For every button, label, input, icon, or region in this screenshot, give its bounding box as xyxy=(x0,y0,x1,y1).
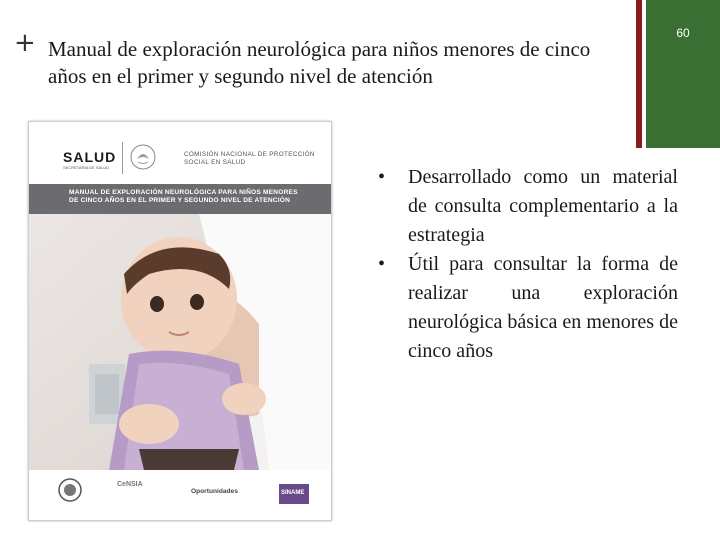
manual-cover-image xyxy=(28,121,332,521)
slide-title: Manual de exploración neurológica para niños menores de cinco años en el primer y segundo nivel de atención xyxy=(48,37,591,88)
bullet-dot: • xyxy=(378,253,386,275)
university-seal-icon xyxy=(57,477,83,503)
cover-title: MANUAL DE EXPLORACIÓN NEUROLÓGICA PARA NIÑOS MENORES DE CINCO AÑOS EN EL PRIMER Y SEGUNDO NIVEL DE ATENCIÓN xyxy=(69,189,298,204)
page-number: 60 xyxy=(676,26,690,40)
mexico-seal-icon xyxy=(129,143,157,171)
bullet-list xyxy=(378,163,678,366)
salud-logo: SALUD xyxy=(63,149,117,165)
bullet-item xyxy=(378,250,678,366)
salud-logo-subtext: SECRETARÍA DE SALUD xyxy=(63,165,110,170)
bullet-text: Desarrollado como un material de consulta complementario a la estrategia xyxy=(408,166,678,246)
bullet-item xyxy=(378,163,678,250)
organization-name: COMISIÓN NACIONAL DE PROTECCIÓN SOCIAL EN SALUD xyxy=(184,151,315,166)
bullet-dot: • xyxy=(378,166,386,188)
accent-red-bar xyxy=(636,0,642,148)
logo-divider xyxy=(122,142,123,174)
accent-green-box xyxy=(646,0,720,148)
plus-icon: + xyxy=(14,28,36,58)
baby-photo xyxy=(29,214,331,470)
bullet-text: Útil para consultar la forma de realizar una exploración neurológica básica en menores de cinco años xyxy=(408,253,678,362)
oportunidades-logo: Oportunidades xyxy=(191,488,238,495)
purple-logo-text: SINAME xyxy=(281,490,305,496)
censia-logo: CeNSIA xyxy=(117,481,143,488)
